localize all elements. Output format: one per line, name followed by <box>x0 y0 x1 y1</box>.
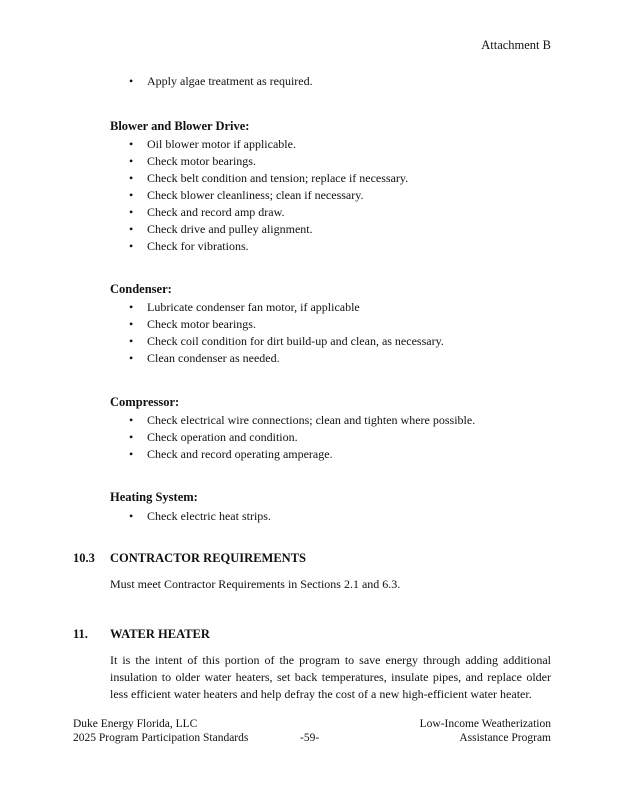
list-item: • Check coil condition for dirt build-up and clean, as necessary. <box>129 333 444 350</box>
attachment-label: Attachment B <box>481 38 551 52</box>
heading-blower: Blower and Blower Drive: <box>110 119 250 133</box>
bullet-list-heating <box>129 508 271 525</box>
bullet-list-blower <box>129 136 408 255</box>
footer-company: Duke Energy Florida, LLC <box>73 718 198 730</box>
list-item: • Check and record amp draw. <box>129 204 408 221</box>
list-item: • Check blower cleanliness; clean if necessary. <box>129 187 408 204</box>
footer-standards: 2025 Program Participation Standards <box>73 732 249 744</box>
section-text-10-3: Must meet Contractor Requirements in Sections 2.1 and 6.3. <box>110 577 401 591</box>
heading-compressor: Compressor: <box>110 395 180 409</box>
list-item: • Check electric heat strips. <box>129 508 271 525</box>
footer-program-line2: Assistance Program <box>459 732 551 744</box>
list-item: • Oil blower motor if applicable. <box>129 136 408 153</box>
section-title-11: WATER HEATER <box>110 627 210 641</box>
list-item: • Apply algae treatment as required. <box>129 73 313 90</box>
list-item: • Check motor bearings. <box>129 316 444 333</box>
heading-heating: Heating System: <box>110 490 198 504</box>
list-item: • Check motor bearings. <box>129 153 408 170</box>
footer-program-line1: Low-Income Weatherization <box>419 718 551 730</box>
page-number: -59- <box>300 732 320 744</box>
bullet-list-condenser <box>129 299 444 367</box>
list-item: • Check belt condition and tension; replace if necessary. <box>129 170 408 187</box>
list-item: • Clean condenser as needed. <box>129 350 444 367</box>
list-item: • Lubricate condenser fan motor, if applicable <box>129 299 444 316</box>
list-item: • Check electrical wire connections; clean and tighten where possible. <box>129 412 475 429</box>
footer-right <box>420 717 551 745</box>
list-item: • Check operation and condition. <box>129 429 475 446</box>
bullet-list-compressor <box>129 412 475 463</box>
section-number-10-3: 10.3 <box>73 551 95 565</box>
heading-condenser: Condenser: <box>110 282 172 296</box>
section-number-11: 11. <box>73 627 88 641</box>
list-item: • Check drive and pulley alignment. <box>129 221 408 238</box>
section-title-10-3: CONTRACTOR REQUIREMENTS <box>110 551 306 565</box>
list-item: • Check and record operating amperage. <box>129 446 475 463</box>
bullet-list-top <box>129 73 313 90</box>
footer-left <box>73 717 248 745</box>
section-text-11: It is the intent of this portion of the program to save energy through adding additional insulation to older water heaters, set back temperatures, insulate pipes, and replace older less efficient water heaters and help defray the cost of a new high-efficient water heater. <box>110 653 551 701</box>
list-item: • Check for vibrations. <box>129 238 408 255</box>
